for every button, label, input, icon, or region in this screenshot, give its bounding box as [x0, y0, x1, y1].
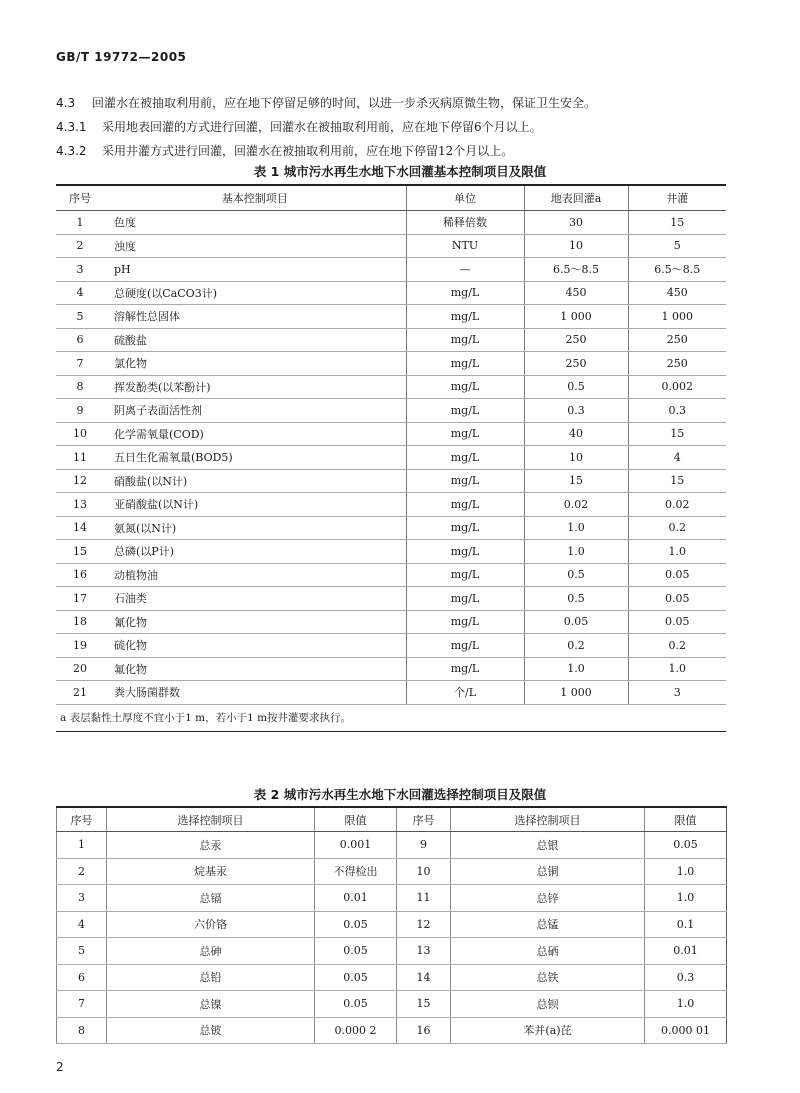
- table-row: [57, 964, 727, 991]
- table-cell: 总镍: [107, 991, 315, 1018]
- table-cell: 1: [56, 211, 104, 235]
- table-cell: 0.01: [645, 938, 727, 965]
- table-cell: 0.1: [645, 911, 727, 938]
- table-row: [57, 911, 727, 938]
- table-cell: 15: [524, 469, 628, 493]
- table-cell: 总镉: [107, 885, 315, 912]
- table-cell: 2: [56, 234, 104, 258]
- header-cell: 限值: [315, 807, 397, 832]
- table-cell: 0.000 2: [315, 1017, 397, 1044]
- table-cell: mg/L: [406, 540, 524, 564]
- table-row: [56, 446, 726, 470]
- table-cell: 总砷: [107, 938, 315, 965]
- table-row: [57, 991, 727, 1018]
- header-cell: 序号: [397, 807, 451, 832]
- table-row: [56, 469, 726, 493]
- table1-caption: 表 1 城市污水再生水地下水回灌基本控制项目及限值: [253, 164, 547, 179]
- table-cell: —: [406, 258, 524, 282]
- table-cell: 硝酸盐(以N计): [104, 469, 406, 493]
- header-cell: 地表回灌a: [524, 185, 628, 211]
- table-cell: 13: [397, 938, 451, 965]
- table-cell: 16: [56, 563, 104, 587]
- table-cell: 40: [524, 422, 628, 446]
- header-cell: 单位: [406, 185, 524, 211]
- clause-4-3-1: [56, 118, 542, 135]
- table-cell: 0.5: [524, 375, 628, 399]
- clause-number: 4.3.2: [56, 144, 87, 158]
- table-cell: mg/L: [406, 563, 524, 587]
- table-cell: 30: [524, 211, 628, 235]
- clause-text: 回灌水在被抽取利用前，应在地下停留足够的时间，以进一步杀灭病原微生物，保证卫生安全。: [92, 96, 597, 110]
- header-cell: 序号: [56, 185, 104, 211]
- table-cell: 0.3: [524, 399, 628, 423]
- table-cell: 16: [397, 1017, 451, 1044]
- table-cell: 苯并(a)芘: [451, 1017, 645, 1044]
- table-cell: 9: [397, 832, 451, 859]
- table-cell: 0.3: [628, 399, 726, 423]
- table-cell: 7: [56, 352, 104, 376]
- table2-header-row: [57, 807, 727, 832]
- table-cell: 动植物油: [104, 563, 406, 587]
- page-number: 2: [56, 1060, 64, 1074]
- table-cell: 烷基汞: [107, 858, 315, 885]
- table-cell: 3: [56, 258, 104, 282]
- table-row: [57, 858, 727, 885]
- table-cell: mg/L: [406, 657, 524, 681]
- table-cell: 250: [628, 328, 726, 352]
- table-cell: 总铍: [107, 1017, 315, 1044]
- table-cell: 14: [56, 516, 104, 540]
- table-cell: 9: [56, 399, 104, 423]
- table-cell: 3: [628, 681, 726, 705]
- table-cell: 10: [56, 422, 104, 446]
- table-cell: 总汞: [107, 832, 315, 859]
- table-row: [56, 516, 726, 540]
- header-cell: 限值: [645, 807, 727, 832]
- table-cell: 1.0: [645, 991, 727, 1018]
- clause-4-3-2: [56, 142, 513, 159]
- header-cell: 井灌: [628, 185, 726, 211]
- table-cell: 0.02: [524, 493, 628, 517]
- table-cell: 稀释倍数: [406, 211, 524, 235]
- table-cell: 溶解性总固体: [104, 305, 406, 329]
- table-cell: 总铜: [451, 858, 645, 885]
- table-cell: 0.05: [628, 563, 726, 587]
- table-cell: 亚硝酸盐(以N计): [104, 493, 406, 517]
- table2-caption: 表 2 城市污水再生水地下水回灌选择控制项目及限值: [253, 787, 547, 802]
- table-cell: 0.01: [315, 885, 397, 912]
- table-cell: 总硒: [451, 938, 645, 965]
- table-row: [56, 657, 726, 681]
- table-cell: 12: [56, 469, 104, 493]
- table-row: [56, 211, 726, 235]
- table-row: [56, 563, 726, 587]
- table-cell: 1.0: [645, 858, 727, 885]
- table-cell: 不得检出: [315, 858, 397, 885]
- table-cell: 总钡: [451, 991, 645, 1018]
- table-cell: 250: [524, 352, 628, 376]
- table-cell: 6: [57, 964, 107, 991]
- table-row: [56, 422, 726, 446]
- table-cell: 0.002: [628, 375, 726, 399]
- table-cell: 5: [56, 305, 104, 329]
- table-cell: 0.001: [315, 832, 397, 859]
- table-cell: 15: [397, 991, 451, 1018]
- table-cell: 0.5: [524, 563, 628, 587]
- table-cell: 20: [56, 657, 104, 681]
- table-cell: mg/L: [406, 422, 524, 446]
- table-cell: 0.2: [628, 634, 726, 658]
- table-cell: 15: [628, 211, 726, 235]
- table-cell: 0.05: [628, 610, 726, 634]
- table-cell: 13: [56, 493, 104, 517]
- table-cell: 15: [628, 469, 726, 493]
- table-cell: 1.0: [524, 516, 628, 540]
- table-cell: mg/L: [406, 516, 524, 540]
- table-row: [56, 234, 726, 258]
- table-cell: 硫酸盐: [104, 328, 406, 352]
- table-cell: 0.02: [628, 493, 726, 517]
- table-cell: mg/L: [406, 446, 524, 470]
- table-cell: 总硬度(以CaCO3计): [104, 281, 406, 305]
- table-cell: 氨氮(以N计): [104, 516, 406, 540]
- table-cell: 1 000: [524, 681, 628, 705]
- table-row: [57, 832, 727, 859]
- table-cell: 总锌: [451, 885, 645, 912]
- table-cell: mg/L: [406, 281, 524, 305]
- table-cell: mg/L: [406, 305, 524, 329]
- clause-number: 4.3: [56, 96, 76, 110]
- table-cell: 8: [57, 1017, 107, 1044]
- standard-code: GB/T 19772—2005: [56, 50, 187, 64]
- table-cell: 6.5～8.5: [524, 258, 628, 282]
- table-cell: 3: [57, 885, 107, 912]
- table-cell: 0.05: [524, 610, 628, 634]
- table-cell: 4: [56, 281, 104, 305]
- table-cell: 0.5: [524, 587, 628, 611]
- table-row: [56, 540, 726, 564]
- table-row: [57, 938, 727, 965]
- table-cell: mg/L: [406, 493, 524, 517]
- table-cell: 14: [397, 964, 451, 991]
- table-cell: 0.000 01: [645, 1017, 727, 1044]
- table-cell: 六价铬: [107, 911, 315, 938]
- header-cell: 选择控制项目: [107, 807, 315, 832]
- clause-number: 4.3.1: [56, 120, 87, 134]
- table-row: [56, 281, 726, 305]
- table-cell: 化学需氧量(COD): [104, 422, 406, 446]
- table-cell: 6.5～8.5: [628, 258, 726, 282]
- table-cell: 硫化物: [104, 634, 406, 658]
- table-cell: 色度: [104, 211, 406, 235]
- table-cell: 1.0: [628, 540, 726, 564]
- table-cell: 五日生化需氧量(BOD5): [104, 446, 406, 470]
- table-row: [56, 610, 726, 634]
- table-cell: 11: [56, 446, 104, 470]
- table1-header-row: [56, 185, 726, 211]
- table-cell: 总银: [451, 832, 645, 859]
- table-cell: 15: [628, 422, 726, 446]
- table-cell: 7: [57, 991, 107, 1018]
- table-cell: mg/L: [406, 375, 524, 399]
- table-cell: 0.3: [645, 964, 727, 991]
- table-cell: mg/L: [406, 610, 524, 634]
- table-cell: 1: [57, 832, 107, 859]
- table-cell: 5: [628, 234, 726, 258]
- table-cell: 0.05: [315, 964, 397, 991]
- table-cell: 17: [56, 587, 104, 611]
- table-cell: 12: [397, 911, 451, 938]
- table-cell: 总锰: [451, 911, 645, 938]
- table-cell: 19: [56, 634, 104, 658]
- table-cell: 4: [57, 911, 107, 938]
- table-cell: 21: [56, 681, 104, 705]
- table-cell: 0.2: [524, 634, 628, 658]
- table-cell: 0.05: [315, 938, 397, 965]
- table-cell: 阴离子表面活性剂: [104, 399, 406, 423]
- table-cell: NTU: [406, 234, 524, 258]
- table-cell: 0.05: [315, 991, 397, 1018]
- table-row: [56, 375, 726, 399]
- table-cell: mg/L: [406, 469, 524, 493]
- table-cell: 挥发酚类(以苯酚计): [104, 375, 406, 399]
- clause-4-3: [56, 94, 596, 111]
- table-cell: 6: [56, 328, 104, 352]
- table-cell: 0.05: [315, 911, 397, 938]
- table-cell: 10: [524, 446, 628, 470]
- table-note: a 表层黏性土厚度不宜小于1 m，若小于1 m按井灌要求执行。: [60, 712, 352, 724]
- table-cell: 氟化物: [104, 657, 406, 681]
- table-cell: 氰化物: [104, 610, 406, 634]
- table-row: [56, 634, 726, 658]
- table-row: [56, 305, 726, 329]
- table-cell: 总铅: [107, 964, 315, 991]
- table-cell: 250: [524, 328, 628, 352]
- table-row: [56, 681, 726, 705]
- table-cell: 1.0: [524, 657, 628, 681]
- table-cell: 1.0: [645, 885, 727, 912]
- table-cell: 0.2: [628, 516, 726, 540]
- table-row: [56, 399, 726, 423]
- header-cell: 选择控制项目: [451, 807, 645, 832]
- table-cell: 粪大肠菌群数: [104, 681, 406, 705]
- table-row: [57, 885, 727, 912]
- table-cell: 1.0: [628, 657, 726, 681]
- header-cell: 基本控制项目: [104, 185, 406, 211]
- table-cell: 8: [56, 375, 104, 399]
- table-cell: 10: [397, 858, 451, 885]
- table-cell: 0.05: [628, 587, 726, 611]
- table-row: [56, 587, 726, 611]
- table-cell: mg/L: [406, 587, 524, 611]
- table-cell: 15: [56, 540, 104, 564]
- table-cell: 1 000: [628, 305, 726, 329]
- header-cell: 序号: [57, 807, 107, 832]
- table-cell: 450: [524, 281, 628, 305]
- table-cell: 1 000: [524, 305, 628, 329]
- optional-control-table: [56, 806, 727, 1044]
- table-row: [56, 258, 726, 282]
- table-cell: 2: [57, 858, 107, 885]
- table-cell: 总磷(以P计): [104, 540, 406, 564]
- table-cell: 1.0: [524, 540, 628, 564]
- table-cell: mg/L: [406, 328, 524, 352]
- table-cell: mg/L: [406, 634, 524, 658]
- table-cell: mg/L: [406, 352, 524, 376]
- table-cell: 10: [524, 234, 628, 258]
- table-cell: 浊度: [104, 234, 406, 258]
- table-cell: 石油类: [104, 587, 406, 611]
- table-cell: 0.05: [645, 832, 727, 859]
- table-note-row: [56, 704, 726, 731]
- table-cell: 个/L: [406, 681, 524, 705]
- table-row: [56, 328, 726, 352]
- table-cell: 4: [628, 446, 726, 470]
- basic-control-table: [56, 184, 726, 732]
- table-cell: 18: [56, 610, 104, 634]
- table-row: [56, 493, 726, 517]
- table-row: [56, 352, 726, 376]
- table-cell: mg/L: [406, 399, 524, 423]
- clause-text: 采用井灌方式进行回灌，回灌水在被抽取利用前，应在地下停留12个月以上。: [102, 144, 514, 158]
- table-cell: 5: [57, 938, 107, 965]
- table-row: [57, 1017, 727, 1044]
- table-cell: 总铁: [451, 964, 645, 991]
- table-cell: 450: [628, 281, 726, 305]
- table-cell: pH: [104, 258, 406, 282]
- table-cell: 11: [397, 885, 451, 912]
- table-cell: 250: [628, 352, 726, 376]
- clause-text: 采用地表回灌的方式进行回灌，回灌水在被抽取利用前，应在地下停留6个月以上。: [102, 120, 542, 134]
- table-cell: 氯化物: [104, 352, 406, 376]
